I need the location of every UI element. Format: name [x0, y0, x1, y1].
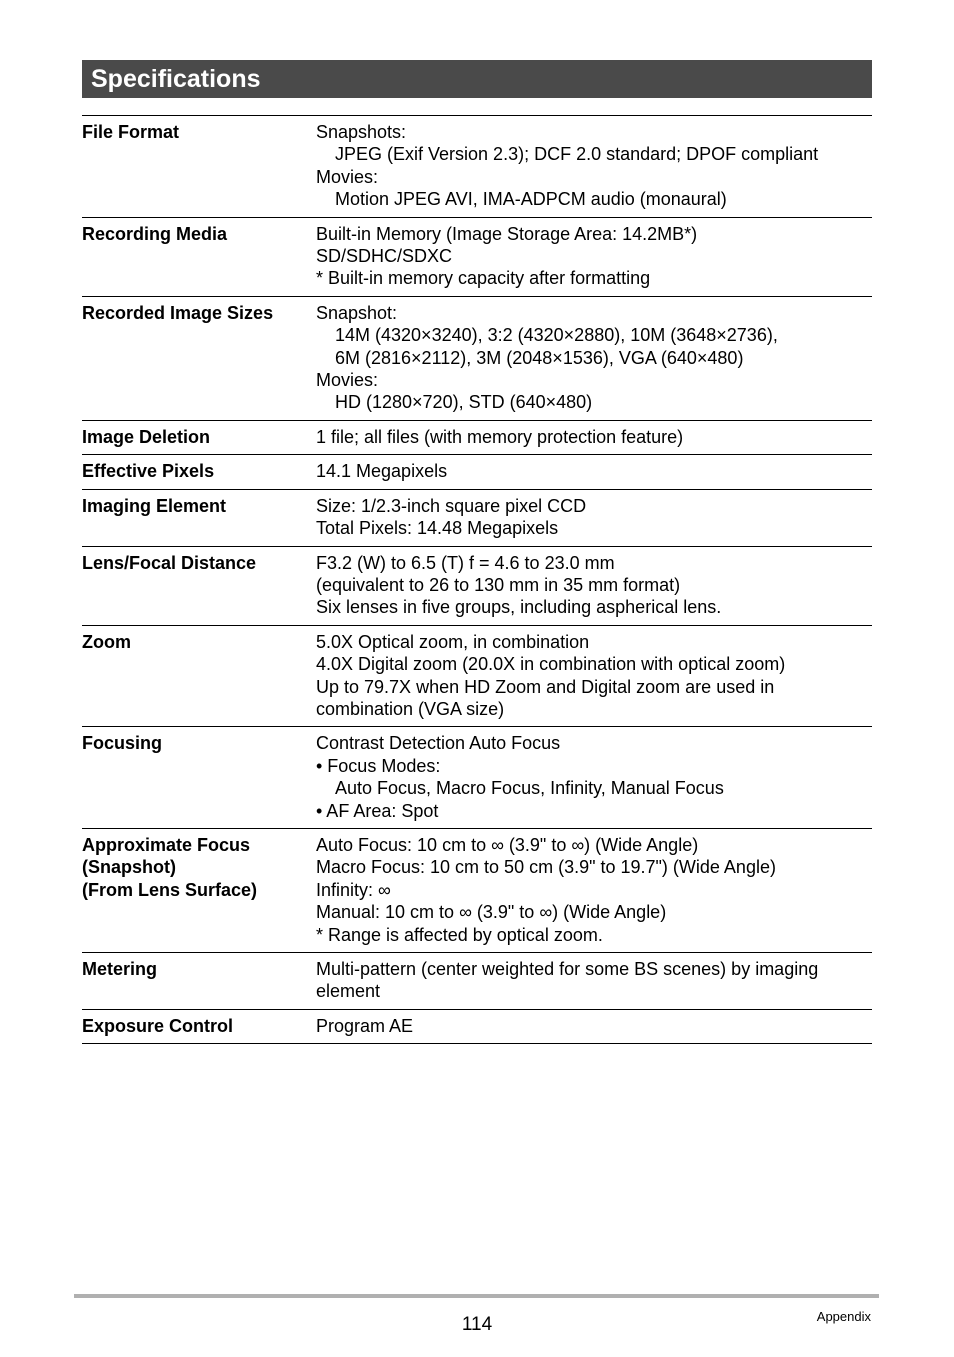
spec-value-line: HD (1280×720), STD (640×480): [335, 392, 593, 413]
spec-value-line: Snapshot:: [316, 302, 398, 323]
spec-value-line: 6M (2816×2112), 3M (2048×1536), VGA (640×480): [335, 347, 744, 368]
section-title-bar: [82, 60, 872, 98]
spec-value-line: Infinity: ∞: [316, 879, 391, 900]
spec-value: [316, 426, 872, 448]
spec-label: Zoom: [82, 631, 131, 652]
spec-value-line: combination (VGA size): [316, 698, 505, 719]
spec-value-line: SD/SDHC/SDXC: [316, 246, 453, 267]
spec-value: [316, 958, 872, 1003]
spec-value-line: Six lenses in five groups, including aspherical lens.: [316, 597, 722, 618]
spec-label: Image Deletion: [82, 426, 211, 447]
spec-label: Metering: [82, 959, 158, 979]
spec-row: [82, 727, 872, 829]
page-title: Specifications: [91, 65, 261, 93]
spec-label: Focusing: [82, 733, 162, 754]
spec-value-line: 4.0X Digital zoom (20.0X in combination with optical zoom): [316, 654, 786, 675]
spec-label: Imaging Element: [82, 495, 227, 516]
spec-row: [82, 490, 872, 547]
section-name: Appendix: [816, 1309, 871, 1324]
spec-row: [82, 547, 872, 626]
spec-value: [316, 732, 872, 822]
spec-row: [82, 455, 872, 489]
spec-value: [316, 121, 872, 211]
spec-value-line: • Focus Modes:: [316, 755, 441, 776]
spec-value: [316, 631, 872, 721]
spec-value: [316, 495, 872, 540]
spec-label: Recording Media: [82, 223, 228, 244]
spec-value-line: Manual: 10 cm to ∞ (3.9" to ∞) (Wide Angle): [316, 902, 667, 923]
spec-row: [82, 218, 872, 297]
spec-label: File Format: [82, 122, 180, 142]
spec-value-line: 5.0X Optical zoom, in combination: [316, 631, 590, 652]
spec-value-line: Size: 1/2.3-inch square pixel CCD: [316, 495, 587, 516]
spec-value-line: Total Pixels: 14.48 Megapixels: [316, 518, 559, 539]
spec-row: [82, 421, 872, 455]
spec-value-line: 14M (4320×3240), 3:2 (4320×2880), 10M (3648×2736),: [335, 325, 778, 346]
spec-value-line: element: [316, 981, 381, 1002]
spec-label: Lens/Focal Distance: [82, 552, 257, 573]
spec-value-line: Multi-pattern (center weighted for some BS scenes) by imaging: [316, 959, 819, 979]
spec-label: Recorded Image Sizes: [82, 302, 274, 323]
spec-row: [82, 116, 872, 218]
spec-value: [316, 834, 872, 946]
spec-value-line: 1 file; all files (with memory protection feature): [316, 426, 684, 447]
spec-value: [316, 223, 872, 290]
spec-value-line: • AF Area: Spot: [316, 800, 439, 821]
spec-row: [82, 1010, 872, 1044]
spec-value-line: Program AE: [316, 1015, 414, 1036]
spec-value-line: * Range is affected by optical zoom.: [316, 924, 603, 945]
spec-value-line: Built-in Memory (Image Storage Area: 14.2MB*): [316, 223, 698, 244]
spec-value: [316, 302, 872, 414]
spec-value-line: (equivalent to 26 to 130 mm in 35 mm format): [316, 574, 681, 595]
spec-value-line: Up to 79.7X when HD Zoom and Digital zoom are used in: [316, 676, 775, 697]
spec-value-line: Motion JPEG AVI, IMA-ADPCM audio (monaural): [335, 189, 727, 210]
page-number: 114: [461, 1314, 493, 1335]
spec-label: Exposure Control: [82, 1015, 234, 1036]
spec-value-line: Movies:: [316, 166, 379, 187]
spec-label: Effective Pixels: [82, 461, 215, 482]
spec-row: [82, 829, 872, 953]
spec-value-line: * Built-in memory capacity after formatting: [316, 268, 651, 289]
spec-value-line: Contrast Detection Auto Focus: [316, 733, 561, 754]
spec-value-line: 14.1 Megapixels: [316, 461, 448, 482]
spec-row: [82, 953, 872, 1010]
specifications-table: [82, 115, 872, 1044]
spec-value: [316, 1015, 872, 1037]
spec-value-line: Movies:: [316, 370, 379, 391]
spec-value: [316, 552, 872, 619]
spec-value-line: Macro Focus: 10 cm to 50 cm (3.9" to 19.7") (Wide Angle): [316, 857, 776, 878]
spec-value-line: JPEG (Exif Version 2.3); DCF 2.0 standard; DPOF compliant: [335, 144, 819, 165]
spec-row: [82, 297, 872, 421]
spec-value-line: Snapshots:: [316, 122, 407, 142]
spec-value: [316, 460, 872, 482]
spec-value-line: F3.2 (W) to 6.5 (T) f = 4.6 to 23.0 mm: [316, 552, 615, 573]
footer-divider: [74, 1294, 879, 1298]
spec-value-line: Auto Focus, Macro Focus, Infinity, Manual Focus: [335, 778, 724, 799]
spec-value-line: Auto Focus: 10 cm to ∞ (3.9" to ∞) (Wide Angle): [316, 834, 699, 855]
spec-row: [82, 626, 872, 728]
spec-label: Approximate Focus (Snapshot) (From Lens Surface): [82, 834, 258, 900]
